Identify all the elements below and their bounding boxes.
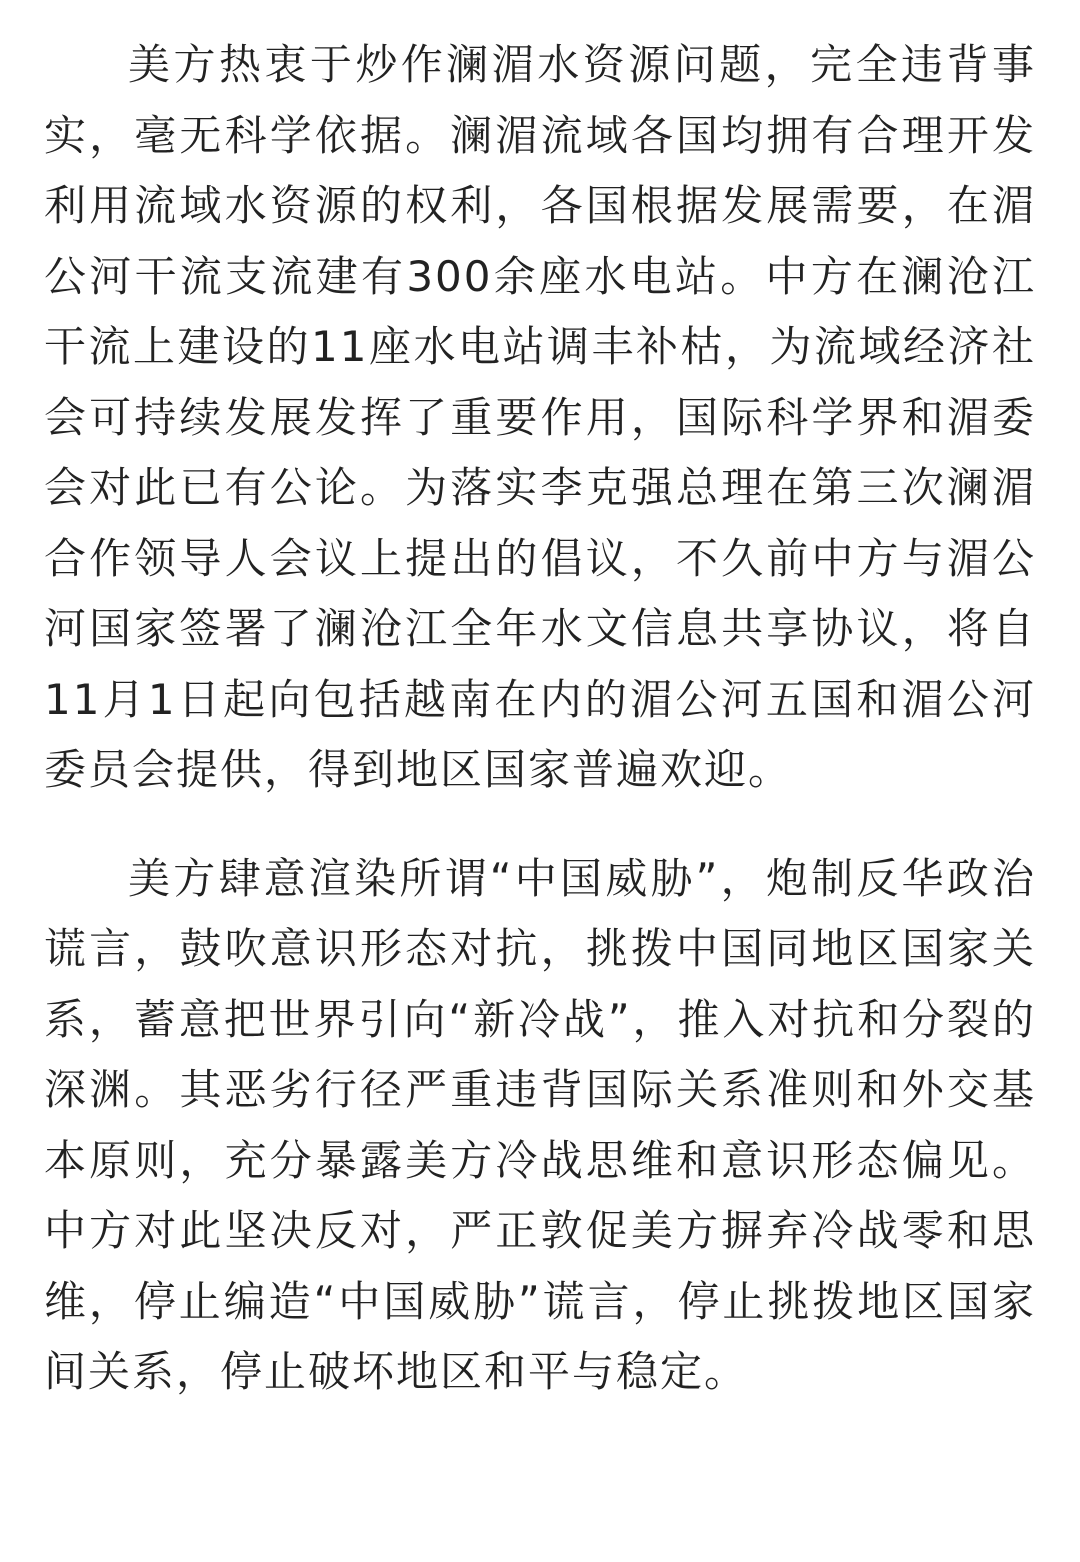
paragraph-china-threat: 美方肆意渲染所谓“中国威胁”，炮制反华政治谎言，鼓吹意识形态对抗，挑拨中国同地区国家关系，蓄意把世界引向“新冷战”，推入对抗和分裂的深渊。其恶劣行径严重违背国际关系准则和外交基本原则，充分暴露美方冷战思维和意识形态偏见。中方对此坚决反对，严正敦促美方摒弃冷战零和思维，停止编造“中国威胁”谎言，停止挑拨地区国家间关系，停止破坏地区和平与稳定。 xyxy=(44,853,1036,1396)
paragraph-water-resources: 美方热衷于炒作澜湄水资源问题，完全违背事实，毫无科学依据。澜湄流域各国均拥有合理开发利用流域水资源的权利，各国根据发展需要，在湄公河干流支流建有300余座水电站。中方在澜沧江干流上建设的11座水电站调丰补枯，为流域经济社会可持续发展发挥了重要作用，国际科学界和湄委会对此已有公论。为落实李克强总理在第三次澜湄合作领导人会议上提出的倡议，不久前中方与湄公河国家签署了澜沧江全年水文信息共享协议，将自11月1日起向包括越南在内的湄公河五国和湄公河委员会提供，得到地区国家普遍欢迎。 xyxy=(44,40,1036,794)
